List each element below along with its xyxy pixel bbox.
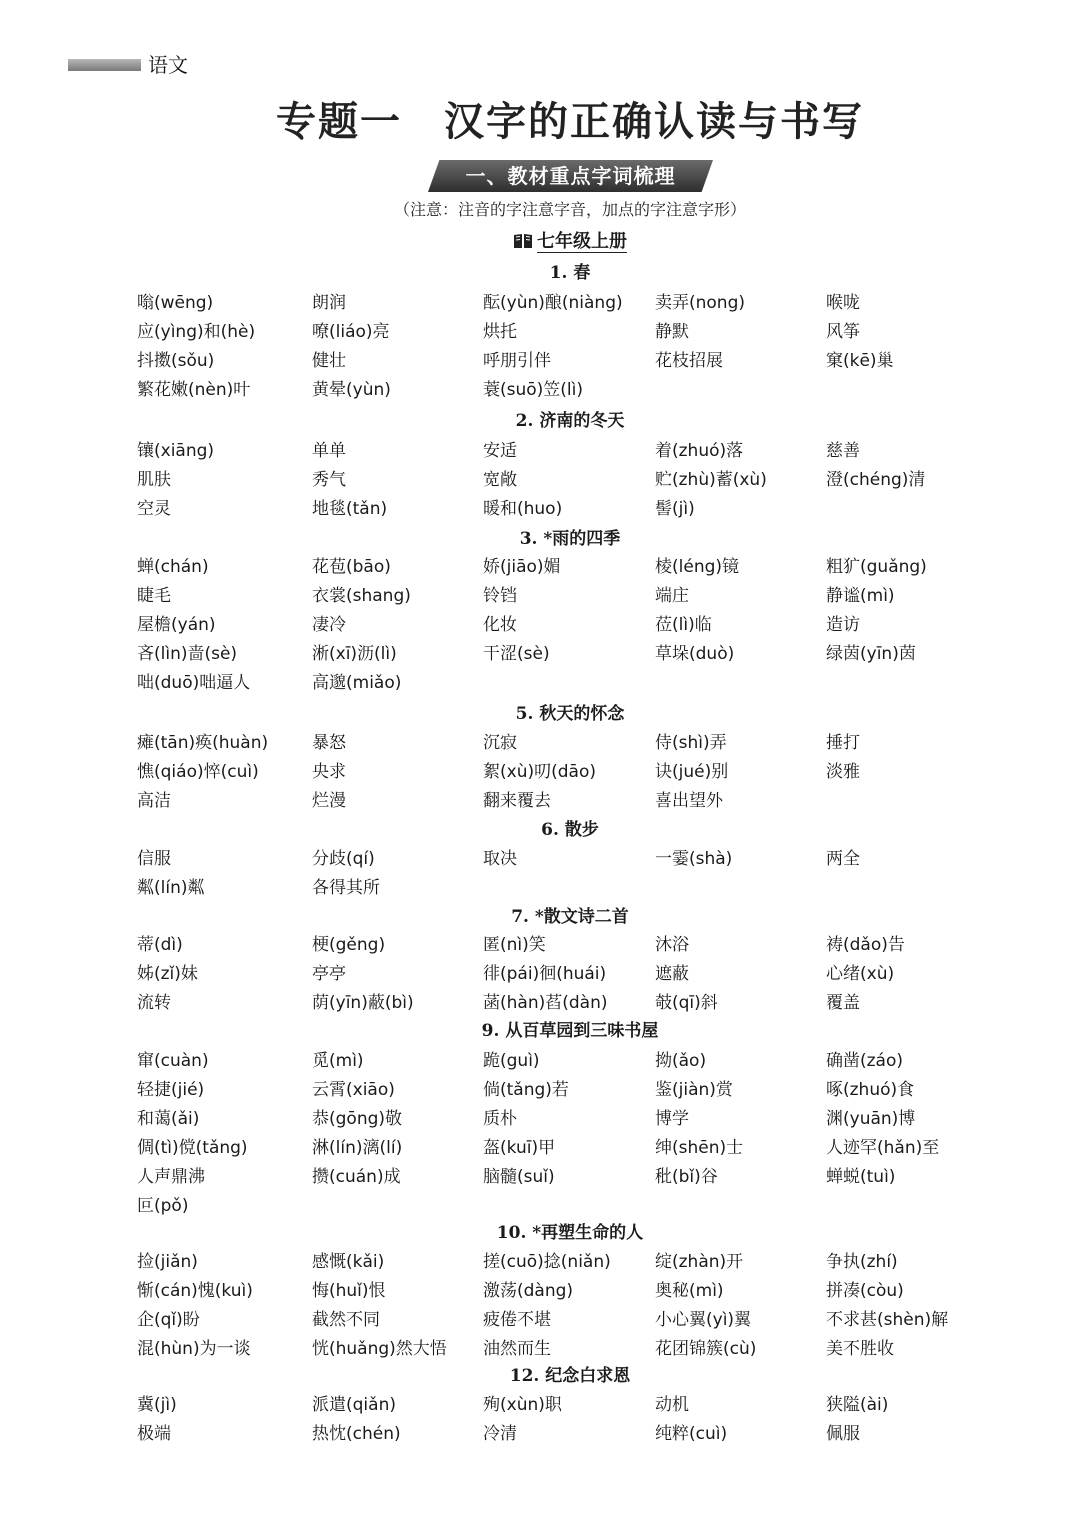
vocab-item: 铃铛: [483, 586, 517, 606]
vocab-item: 倘(tǎng)若: [483, 1080, 569, 1100]
vocab-item: 莅(lì)临: [655, 615, 712, 635]
page-title: 专题一 汉字的正确认读与书写: [276, 99, 864, 145]
lesson-title: 5. 秋天的怀念: [515, 704, 625, 724]
vocab-item: 草垛(duò): [655, 644, 735, 664]
vocab-item: 呼朋引伴: [483, 351, 551, 371]
vocab-item: 质朴: [483, 1109, 517, 1129]
vocab-item: 淅(xī)沥(lì): [312, 644, 397, 664]
vocab-item: 烘托: [483, 322, 517, 342]
vocab-item: 感慨(kǎi): [312, 1252, 385, 1272]
vocab-item: 抖擞(sǒu): [137, 351, 215, 371]
vocab-item: 跪(guì): [483, 1051, 540, 1071]
vocab-item: 拗(ǎo): [655, 1051, 707, 1071]
vocab-item: 小心翼(yì)翼: [655, 1310, 752, 1330]
vocab-item: 高邈(miǎo): [312, 673, 402, 693]
vocab-item: 徘(pái)徊(huái): [483, 964, 607, 984]
vocab-item: 冀(jì): [137, 1395, 177, 1415]
vocab-item: 镶(xiāng): [137, 441, 215, 461]
vocab-item: 美不胜收: [826, 1339, 894, 1359]
subject-label: 语文: [148, 53, 188, 77]
vocab-item: 信服: [137, 849, 171, 869]
vocab-item: 窠(kē)巢: [826, 351, 894, 371]
vocab-item: 梗(gěng): [312, 935, 386, 955]
vocab-item: 蝉(chán): [137, 557, 209, 577]
vocab-item: 衣裳(shang): [312, 586, 411, 606]
banner-text: 一、教材重点字词梳理: [465, 164, 676, 188]
vocab-item: 绿茵(yīn)茵: [826, 644, 916, 664]
vocab-item: 单单: [312, 441, 346, 461]
vocab-item: 恍(huǎng)然大悟: [312, 1339, 447, 1359]
vocab-item: 黄晕(yùn): [312, 380, 391, 400]
vocab-item: 暖和(huo): [483, 499, 563, 519]
vocab-item: 棱(léng)镜: [655, 557, 740, 577]
vocab-item: 沐浴: [655, 935, 689, 955]
vocab-item: 卖弄(nong): [655, 293, 746, 313]
vocab-item: 诀(jué)别: [655, 762, 729, 782]
vocab-item: 澄(chéng)清: [826, 470, 926, 490]
vocab-item: 娇(jiāo)媚: [483, 557, 561, 577]
vocab-item: 拼凑(còu): [826, 1281, 904, 1301]
vocab-item: 惭(cán)愧(kuì): [137, 1281, 253, 1301]
vocab-item: 慈善: [826, 441, 860, 461]
vocab-item: 沉寂: [483, 733, 517, 753]
vocab-item: 粼(lín)粼: [137, 878, 205, 898]
vocab-item: 着(zhuó)落: [655, 441, 744, 461]
vocab-item: 确凿(záo): [826, 1051, 904, 1071]
vocab-item: 秀气: [312, 470, 346, 490]
vocab-item: 覆盖: [826, 993, 860, 1013]
vocab-item: 屋檐(yán): [137, 615, 216, 635]
lesson-title: 2. 济南的冬天: [515, 411, 625, 431]
vocab-item: 絮(xù)叨(dāo): [483, 762, 596, 782]
vocab-item: 蓑(suō)笠(lì): [483, 380, 584, 400]
vocab-item: 和蔼(ǎi): [137, 1109, 200, 1129]
vocab-item: 繁花嫩(nèn)叶: [137, 380, 251, 400]
vocab-item: 烂漫: [312, 791, 346, 811]
lesson-title: 9. 从百草园到三味书屋: [481, 1021, 659, 1041]
vocab-item: 纯粹(cuì): [655, 1424, 728, 1444]
vocab-item: 冷清: [483, 1424, 517, 1444]
lesson-title: 1. 春: [549, 263, 591, 283]
vocab-item: 叵(pǒ): [137, 1196, 189, 1216]
vocab-item: 极端: [137, 1424, 171, 1444]
vocab-item: 喜出望外: [655, 791, 723, 811]
vocab-item: 憔(qiáo)悴(cuì): [137, 762, 259, 782]
vocab-item: 匿(nì)笑: [483, 935, 546, 955]
lesson-title: 10. *再塑生命的人: [496, 1223, 644, 1243]
vocab-item: 企(qǐ)盼: [137, 1310, 200, 1330]
vocab-item: 轻捷(jié): [137, 1080, 205, 1100]
vocab-item: 菡(hàn)萏(dàn): [483, 993, 608, 1013]
vocab-item: 荫(yīn)蔽(bì): [312, 993, 414, 1013]
vocab-item: 肌肤: [137, 470, 171, 490]
vocab-item: 心绪(xù): [826, 964, 895, 984]
vocab-item: 人迹罕(hǎn)至: [826, 1138, 940, 1158]
vocab-item: 淋(lín)漓(lí): [312, 1138, 403, 1158]
vocab-item: 花枝招展: [655, 351, 723, 371]
vocab-item: 绅(shēn)士: [655, 1138, 744, 1158]
vocab-item: 地毯(tǎn): [312, 499, 388, 519]
vocab-item: 混(hùn)为一谈: [137, 1339, 251, 1359]
vocab-item: 截然不同: [312, 1310, 380, 1330]
vocab-item: 粗犷(guǎng): [826, 557, 927, 577]
vocab-item: 髻(jì): [655, 499, 695, 519]
vocab-item: 捡(jiǎn): [137, 1252, 198, 1272]
vocab-item: 动机: [655, 1395, 689, 1415]
vocab-item: 祷(dǎo)告: [826, 935, 905, 955]
vocab-item: 淡雅: [826, 762, 860, 782]
vocab-item: 端庄: [655, 586, 689, 606]
vocab-item: 空灵: [137, 499, 171, 519]
vocab-item: 攒(cuán)成: [312, 1167, 401, 1187]
vocab-item: 佩服: [826, 1424, 860, 1444]
vocab-item: 吝(lìn)啬(sè): [137, 644, 238, 664]
vocab-item: 各得其所: [312, 878, 380, 898]
vocab-item: 侍(shì)弄: [655, 733, 727, 753]
vocab-item: 凄冷: [312, 615, 346, 635]
vocab-item: 狭隘(ài): [826, 1395, 889, 1415]
vocab-item: 嗡(wēng): [137, 293, 214, 313]
grade-label: 七年级上册: [537, 231, 627, 252]
vocab-item: 争执(zhí): [826, 1252, 898, 1272]
vocab-item: 派遣(qiǎn): [312, 1395, 396, 1415]
vocab-item: 秕(bǐ)谷: [655, 1167, 718, 1187]
vocab-item: 流转: [137, 993, 171, 1013]
note: （注意：注音的字注意字音，加点的字注意字形）: [393, 200, 746, 219]
lesson-title: 7. *散文诗二首: [511, 907, 629, 927]
vocab-item: 脑髓(suǐ): [483, 1167, 555, 1187]
vocab-item: 两全: [826, 849, 860, 869]
vocab-item: 渊(yuān)博: [826, 1109, 916, 1129]
vocab-item: 鉴(jiàn)赏: [655, 1080, 733, 1100]
lesson-title: 12. 纪念白求恩: [509, 1366, 631, 1386]
vocab-item: 激荡(dàng): [483, 1281, 574, 1301]
vocab-item: 人声鼎沸: [137, 1167, 205, 1187]
vocab-item: 风筝: [826, 322, 860, 342]
vocab-item: 健壮: [312, 351, 346, 371]
vocab-item: 搓(cuō)捻(niǎn): [483, 1252, 611, 1272]
vocab-item: 盔(kuī)甲: [483, 1138, 556, 1158]
vocab-item: 热忱(chén): [312, 1424, 401, 1444]
vocab-item: 瘫(tān)痪(huàn): [137, 733, 269, 753]
vocab-item: 一霎(shà): [655, 849, 733, 869]
vocab-item: 觅(mì): [312, 1051, 364, 1071]
vocab-item: 朗润: [312, 293, 346, 313]
vocab-item: 捶打: [826, 733, 860, 753]
vocab-item: 宽敞: [483, 470, 517, 490]
vocab-item: 应(yìng)和(hè): [137, 322, 256, 342]
vocab-item: 翻来覆去: [483, 791, 551, 811]
vocab-item: 啄(zhuó)食: [826, 1080, 915, 1100]
vocab-item: 央求: [312, 762, 346, 782]
vocab-item: 暴怒: [312, 733, 346, 753]
vocab-item: 云霄(xiāo): [312, 1080, 395, 1100]
vocab-item: 悔(huǐ)恨: [312, 1281, 386, 1301]
vocab-item: 酝(yùn)酿(niàng): [483, 293, 623, 313]
vocab-item: 窜(cuàn): [137, 1051, 209, 1071]
vocab-item: 亭亭: [312, 964, 346, 984]
vocab-item: 贮(zhù)蓄(xù): [655, 470, 767, 490]
vocab-item: 静谧(mì): [826, 586, 895, 606]
vocab-item: 恭(gōng)敬: [312, 1109, 403, 1129]
vocab-item: 造访: [826, 615, 860, 635]
vocab-item: 攲(qī)斜: [655, 993, 718, 1013]
vocab-item: 静默: [655, 322, 689, 342]
vocab-item: 嘹(liáo)亮: [312, 322, 390, 342]
vocab-item: 化妆: [483, 615, 517, 635]
vocab-item: 遮蔽: [655, 964, 689, 984]
vocab-item: 蝉蜕(tuì): [826, 1167, 896, 1187]
vocab-item: 花苞(bāo): [312, 557, 391, 577]
vocab-item: 绽(zhàn)开: [655, 1252, 744, 1272]
vocab-item: 花团锦簇(cù): [655, 1339, 757, 1359]
vocab-item: 睫毛: [137, 586, 171, 606]
lesson-title: 6. 散步: [541, 820, 599, 840]
vocab-item: 殉(xùn)职: [483, 1395, 562, 1415]
vocab-item: 疲倦不堪: [483, 1310, 551, 1330]
vocab-item: 倜(tì)傥(tǎng): [137, 1138, 248, 1158]
vocab-item: 油然而生: [483, 1339, 551, 1359]
vocab-item: 奥秘(mì): [655, 1281, 724, 1301]
vocab-item: 不求甚(shèn)解: [826, 1310, 949, 1330]
vocab-item: 咄(duō)咄逼人: [137, 673, 251, 693]
vocab-item: 姊(zǐ)妹: [137, 964, 198, 984]
vocab-item: 博学: [655, 1109, 689, 1129]
vocab-item: 高洁: [137, 791, 171, 811]
vocab-item: 安适: [483, 441, 517, 461]
lesson-title: 3. *雨的四季: [519, 529, 621, 549]
vocab-item: 分歧(qí): [312, 849, 375, 869]
vocab-item: 喉咙: [826, 293, 860, 313]
vocab-item: 蒂(dì): [137, 935, 183, 955]
vocab-item: 取决: [483, 849, 517, 869]
vocab-item: 干涩(sè): [483, 644, 550, 664]
